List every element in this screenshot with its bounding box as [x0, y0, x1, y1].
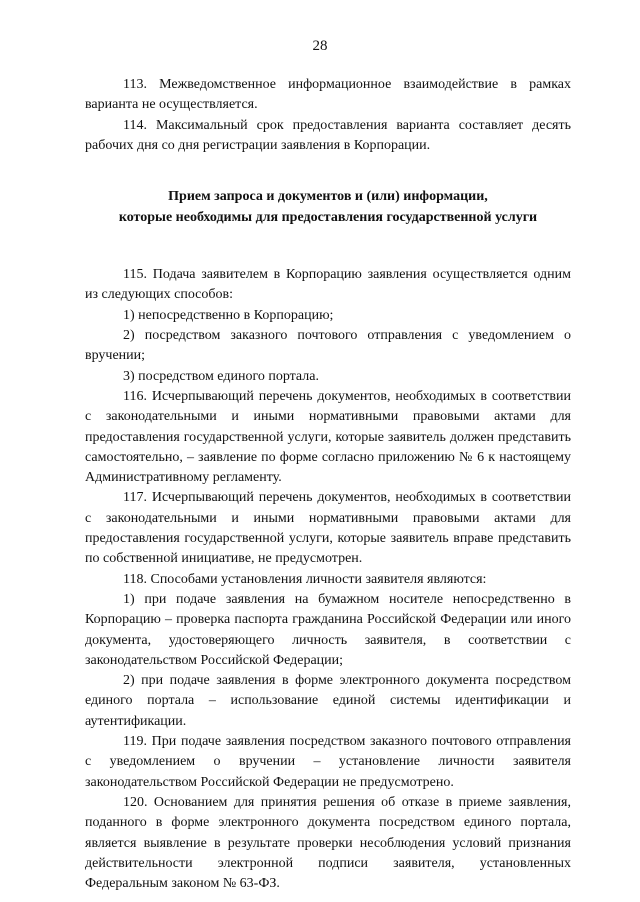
document-body	[85, 75, 571, 894]
section-heading	[85, 186, 571, 228]
paragraph-113: 113. Межведомственное информационное взаимодействие в рамках варианта не осуществляется.	[85, 77, 571, 113]
section-heading-line-2: которые необходимы для предоставления государственной услуги	[118, 210, 538, 226]
list-item-115-1: 1) непосредственно в Корпорацию;	[123, 307, 334, 323]
page-number: 28	[312, 38, 328, 54]
paragraph-120: 120. Основанием для принятия решения об отказе в приеме заявления, поданного в форме электронного документа посредством единого портала, является выявление в результате проверки несоблюдения условий признания действительности электронной подписи заявителя, установленных Федеральным законом № 63-ФЗ.	[85, 794, 571, 892]
section-heading-line-1: Прием запроса и документов и (или) информации,	[168, 189, 488, 205]
paragraph-117: 117. Исчерпывающий перечень документов, необходимых в соответствии с законодательными и иными нормативными правовыми актами для предоставления государственной услуги, которые заявитель вправе представить по собственной инициативе, не предусмотрен.	[85, 490, 571, 567]
paragraph-116: 116. Исчерпывающий перечень документов, необходимых в соответствии с законодательными и иными нормативными правовыми актами для предоставления государственной услуги, которые заявитель должен представить самостоятельно, – заявление по форме согласно приложению № 6 к настоящему Административному регламенту.	[85, 388, 571, 486]
list-item-118-2: 2) при подаче заявления в форме электронного документа посредством единого портала – использование единой системы идентификации и аутентификации.	[85, 673, 571, 729]
paragraph-115: 115. Подача заявителем в Корпорацию заявления осуществляется одним из следующих способов:	[85, 267, 571, 303]
paragraph-114: 114. Максимальный срок предоставления варианта составляет десять рабочих дня со дня регистрации заявления в Корпорации.	[85, 117, 571, 153]
list-item-118-1: 1) при подаче заявления на бумажном носителе непосредственно в Корпорацию – проверка паспорта гражданина Российской Федерации или иного документа, удостоверяющего личность заявителя, в соответствии с законодательством Российской Федерации;	[85, 591, 571, 668]
list-item-115-3: 3) посредством единого портала.	[123, 368, 319, 384]
paragraph-118: 118. Способами установления личности заявителя являются:	[123, 571, 487, 587]
paragraph-119: 119. При подаче заявления посредством заказного почтового отправления с уведомлением о вручении – установление личности заявителя законодательством Российской Федерации не предусмотрено.	[85, 734, 571, 790]
list-item-115-2: 2) посредством заказного почтового отправления с уведомлением о вручении;	[85, 328, 571, 364]
